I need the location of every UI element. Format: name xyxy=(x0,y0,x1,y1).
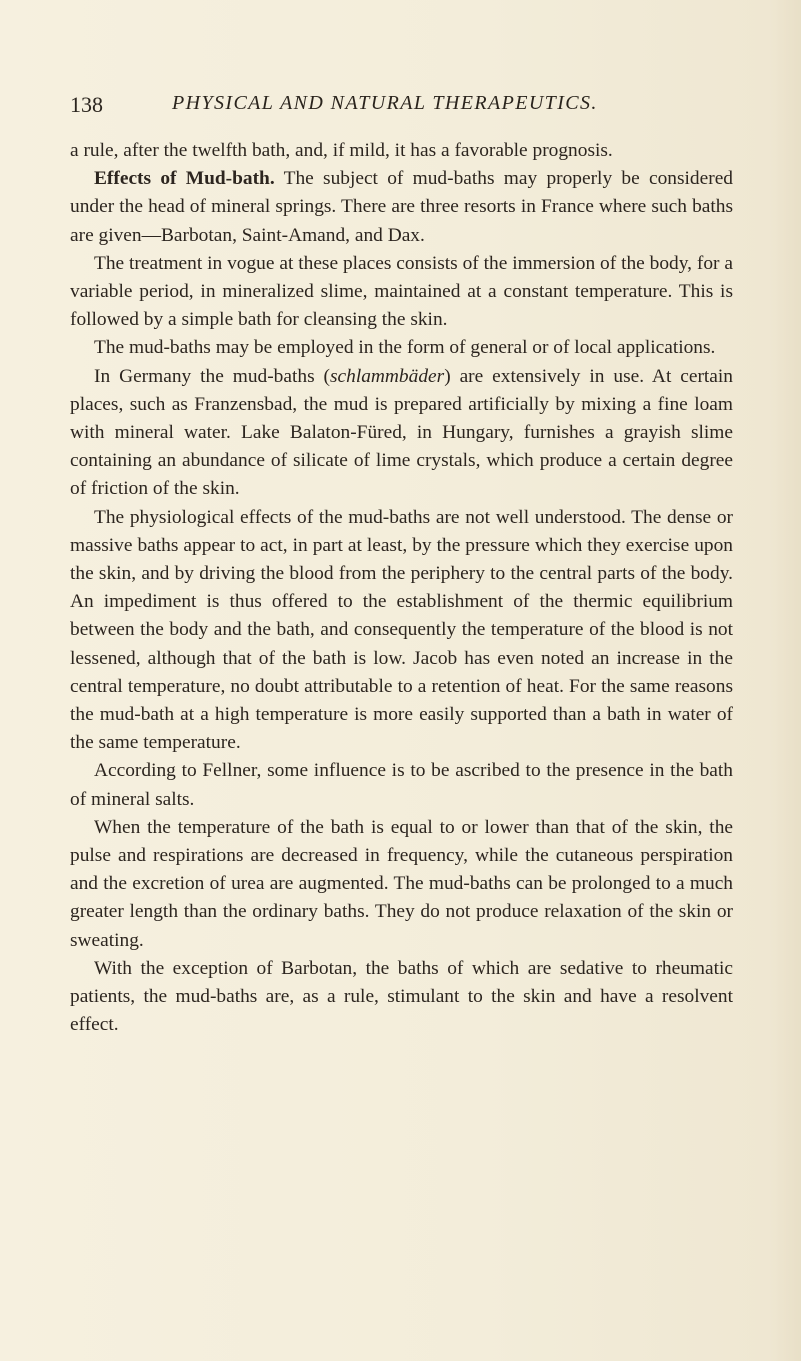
paragraph-6-text: The physiological effects of the mud-baths are not well understood. The dense or massive baths appear to act, in part at least, by the pressure which they exercise upon the skin, and by driving the blood from the periphery to the central parts of the body. An impediment is thus offered to the establishment of the thermic equilibrium between the body and the bath, and consequently the temperature of the blood is not lessened, although that of the bath is low. Jacob has even noted an increase in the central temperature, no doubt attributable to a retention of heat. For the same reasons the mud-bath at a high temperature is more easily supported than a bath in water of the same temperature. xyxy=(70,506,733,754)
paragraph-7 xyxy=(70,757,733,813)
paragraph-5-text-before: In Germany the mud-baths ( xyxy=(94,365,330,387)
page-number: 138 xyxy=(70,92,103,117)
running-head: PHYSICAL AND NATURAL THERAPEUTICS. xyxy=(172,92,598,114)
paragraph-8 xyxy=(70,814,733,955)
section-heading: Effects of Mud-bath. xyxy=(94,168,275,190)
paragraph-1-text: a rule, after the twelfth bath, and, if mild, it has a favorable prognosis. xyxy=(70,140,613,161)
paragraph-3-text: The treatment in vogue at these places consists of the immersion of the body, for a variable period, in mineralized slime, maintained at a constant temperature. This is followed by a simple bath for cleansing the skin. xyxy=(70,252,733,331)
german-term: schlammbäder xyxy=(330,365,445,387)
paragraph-2-text: The subject of mud-baths may properly be considered under the head of mineral springs. There are three resorts in France where such baths are given—Barbotan, Saint-Amand, and Dax. xyxy=(70,168,733,246)
paragraph-9-text: With the exception of Barbotan, the baths of which are sedative to rheumatic patients, the mud-baths are, as a rule, stimulant to the skin and have a resolvent effect. xyxy=(70,957,733,1036)
paragraph-6 xyxy=(70,504,733,758)
paragraph-2 xyxy=(70,165,733,250)
body-text xyxy=(70,137,733,1040)
paragraph-1 xyxy=(70,137,733,165)
paragraph-5-text-after: ) are extensively in use. At certain places, such as Franzensbad, the mud is prepared artificially by mixing a fine loam with mineral water. Lake Balaton-Füred, in Hungary, furnishes a grayish slime containing an abundance of silicate of lime crystals, which produce a certain degree of friction of the skin. xyxy=(70,365,733,500)
paragraph-5 xyxy=(70,363,733,504)
page-header xyxy=(70,92,730,122)
paragraph-7-text: According to Fellner, some influence is to be ascribed to the presence in the bath of mineral salts. xyxy=(70,760,733,810)
paragraph-8-text: When the temperature of the bath is equal to or lower than that of the skin, the pulse and respirations are decreased in frequency, while the cutaneous perspiration and the excretion of urea are augmented. The mud-baths can be prolonged to a much greater length than the ordinary baths. They do not produce relaxation of the skin or sweating. xyxy=(70,816,733,951)
paragraph-4-text: The mud-baths may be employed in the form of general or of local applications. xyxy=(94,337,716,359)
paragraph-9 xyxy=(70,955,733,1040)
paragraph-4 xyxy=(70,334,733,362)
paragraph-3 xyxy=(70,250,733,335)
